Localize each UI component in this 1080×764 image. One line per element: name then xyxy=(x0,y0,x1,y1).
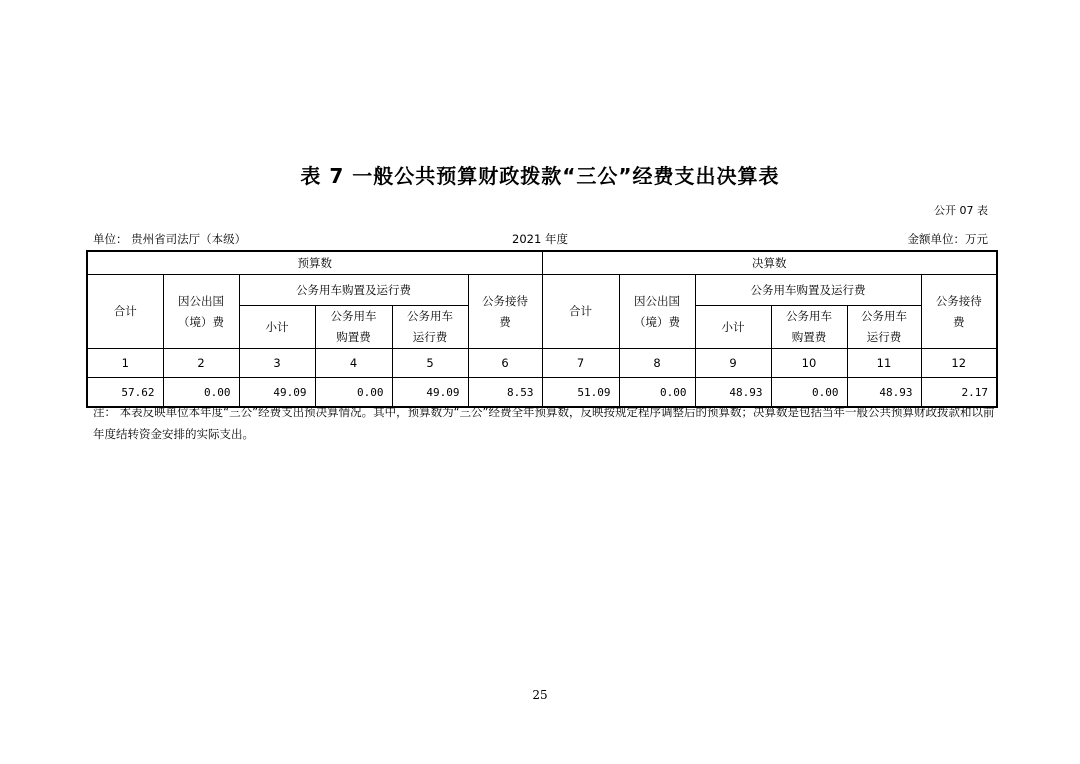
column-number: 8 xyxy=(619,349,695,378)
header-budget-subtotal: 小计 xyxy=(239,306,315,349)
value-cell: 8.53 xyxy=(468,378,542,408)
value-cell: 2.17 xyxy=(921,378,997,408)
header-final-vehicle-operation: 公务用车 运行费 xyxy=(847,306,921,349)
value-cell: 49.09 xyxy=(239,378,315,408)
value-cell: 0.00 xyxy=(771,378,847,408)
table-code: 公开 07 表 xyxy=(934,204,988,217)
value-cell: 51.09 xyxy=(542,378,619,408)
unit-label: 单位： 贵州省司法厅（本级） xyxy=(93,232,247,246)
column-number: 2 xyxy=(163,349,239,378)
header-final-vehicle: 公务用车购置及运行费 xyxy=(695,275,921,306)
column-number: 1 xyxy=(87,349,163,378)
header-budget-abroad: 因公出国 （境）费 xyxy=(163,275,239,349)
column-number: 3 xyxy=(239,349,315,378)
header-final: 决算数 xyxy=(542,251,997,275)
amount-unit-label: 金额单位：万元 xyxy=(907,232,988,246)
column-number: 11 xyxy=(847,349,921,378)
header-final-abroad: 因公出国 （境）费 xyxy=(619,275,695,349)
value-cell: 0.00 xyxy=(315,378,392,408)
column-number: 5 xyxy=(392,349,468,378)
header-budget-vehicle-purchase: 公务用车 购置费 xyxy=(315,306,392,349)
header-final-vehicle-purchase: 公务用车 购置费 xyxy=(771,306,847,349)
header-budget-reception: 公务接待 费 xyxy=(468,275,542,349)
column-number: 4 xyxy=(315,349,392,378)
column-number: 6 xyxy=(468,349,542,378)
value-cell: 49.09 xyxy=(392,378,468,408)
page-number: 25 xyxy=(532,688,548,702)
value-cell: 48.93 xyxy=(847,378,921,408)
value-cell: 48.93 xyxy=(695,378,771,408)
value-cell: 57.62 xyxy=(87,378,163,408)
header-budget-vehicle-operation: 公务用车 运行费 xyxy=(392,306,468,349)
header-final-subtotal: 小计 xyxy=(695,306,771,349)
header-final-total: 合计 xyxy=(542,275,619,349)
column-number: 9 xyxy=(695,349,771,378)
header-final-reception: 公务接待 费 xyxy=(921,275,997,349)
value-cell: 0.00 xyxy=(163,378,239,408)
header-budget-total: 合计 xyxy=(87,275,163,349)
table-note: 注： 本表反映单位本年度“三公”经费支出预决算情况。其中，预算数为“三公”经费全年预算数，反映按规定程序调整后的预算数；决算数是包括当年一般公共预算财政拨款和以前年度结转资金安排的实际支出。 xyxy=(93,405,995,441)
value-cell: 0.00 xyxy=(619,378,695,408)
three-public-expenses-table xyxy=(86,250,998,408)
column-number: 12 xyxy=(921,349,997,378)
column-number: 10 xyxy=(771,349,847,378)
page-title: 表 7 一般公共预算财政拨款“三公”经费支出决算表 xyxy=(300,164,780,188)
year-label: 2021 年度 xyxy=(512,232,568,246)
column-number-row xyxy=(87,349,997,378)
header-budget: 预算数 xyxy=(87,251,542,275)
header-budget-vehicle: 公务用车购置及运行费 xyxy=(239,275,468,306)
column-number: 7 xyxy=(542,349,619,378)
